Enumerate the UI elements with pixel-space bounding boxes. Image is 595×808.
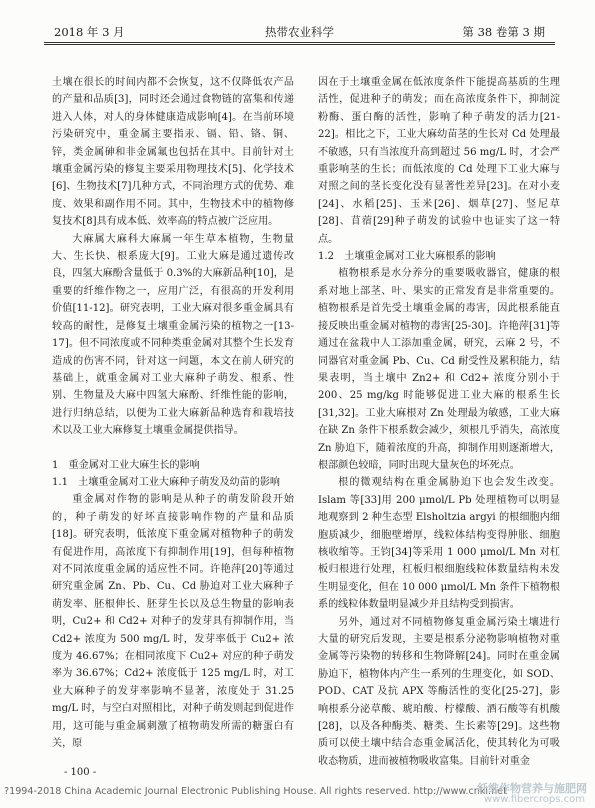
- watermark-url: www.fibercrops.com: [483, 794, 585, 805]
- right-paragraph-3: 根的微观结构在重金属胁迫下也会发生改变。Islam 等[33]用 200 μmol/L Pb 处理植物可以明显地观察到 2 种生态型 Elsholtzia argyi 的根细胞内细胞质减少，细胞壁增厚，线粒体结构变得肿胀、细胞核收缩等。王钧[34]等采用 1 000 μmol/L Mn 对杠板归根进行处理，杠板归根细胞线粒体数量结构未发生明显变化，但在 10 000 μmol/L Mn 条件下植物根系的线粒体数量明显减少并且结构受到损害。: [318, 477, 560, 611]
- page-number: - 100 -: [64, 767, 97, 778]
- section-gap: [52, 440, 294, 457]
- subsection-heading-1-2: 1.2 土壤重金属对工业大麻根系的影响: [318, 251, 496, 263]
- right-paragraph-1: 因在于土壤重金属在低浓度条件下能提高基质的生理活性，促进种子的萌发；而在高浓度条件下，抑制淀粉酶、蛋白酶的活性，影响了种子萌发的活力[21-22]。相比之下，工业大麻幼苗茎的生长对 Cd 处理最不敏感，只有当浓度升高到超过 56 mg/L 时，才会严重影响茎的生长；而低浓度的 Cd 处理下工业大麻与对照之间的茎长变化没有显著性差异[23]。在对小麦[24]、水稻[25]、玉米[26]、烟草[27]、竖尼草[28]、苜蓿[29]种子萌发的试验中也证实了这一特点。: [318, 77, 560, 245]
- left-column: [52, 74, 294, 752]
- header-rule-top: [44, 42, 555, 43]
- subsection-heading-1-1: 1.1 土壤重金属对工业大麻种子萌发及幼苗的影响: [52, 476, 281, 488]
- copyright-notice: ?1994-2018 China Academic Journal Electronic Publishing House. All rights reserved. http://www.cnki.net: [4, 786, 507, 797]
- footer: [0, 780, 595, 808]
- header-date: 2018 年 3 月: [54, 25, 125, 39]
- header-rule-bottom: [44, 44, 555, 45]
- left-paragraph-1: 土壤在很长的时间内都不会恢复，这不仅降低农产品的产量和品质[3]，同时还会通过食物链的富集和传递进入人体，对人的身体健康造成影响[4]。在当前环境污染研究中，重金属主要指汞、镉、铅、铬、铜、锌，类金属砷和非金属氟也包括在其中。目前针对土壤重金属污染的修复主要采用物理技术[5]、化学技术[6]、生物技术[7]几种方式，不同治理方式的优势、难度、效果和副作用不同。其中，生物技术中的植物修复技术[8]具有成本低、效率高的特点被广泛应用。: [52, 77, 294, 228]
- left-paragraph-3: 重金属对作物的影响是从种子的萌发阶段开始的，种子萌发的好坏直接影响作物的产量和品质[18]。研究表明，低浓度下重金属对植物种子的萌发有促进作用，高浓度下有抑制作用[19]，但每种植物对不同浓度重金属的适应性不同。许艳萍[20]等通过研究重金属 Zn、Pb、Cu、Cd 胁迫对工业大麻种子萌发率、胚根伸长、胚芽生长以及总生物量的影响表明，Cu2+ 和 Cd2+ 对种子的发芽具有抑制作用，当 Cd2+ 浓度为 500 mg/L 时，发芽率低于 Cu2+ 浓度为 46.67%；在相同浓度下 Cu2+ 对应的种子萌发率为 36.67%；Cd2+ 浓度低于 125 mg/L 时，对工业大麻种子的发芽率影响不显著，浓度处于 31.25 mg/L 时，与空白对照相比，对种子萌发则起到促进作用，这可能与重金属刺激了植物萌发所需的糖蛋白有关，原: [52, 494, 294, 750]
- right-paragraph-2: 植物根系是水分养分的重要吸收器官，健康的根系对地上部茎、叶、果实的正常发育是非常重要的。植物根系是首先受土壤重金属的毒害，因此根系能直接反映出重金属对植物的毒害[25-30]。许艳萍[31]等通过在盆栽中人工添加重金属，研究，云麻 2 号，不同器官对重金属 Pb、Cu、Cd 耐受性及累积能力，结果表明，当土壤中 Zn2+ 和 Cd2+ 浓度分别小于 200、25 mg/kg 时能够促进工业大麻的根系生长[31,32]。工业大麻根对 Zn 处理最为敏感，工业大麻在缺 Zn 条件下根系数会减少，须根几乎消失，高浓度 Zn 胁迫下，随着浓度的升高，抑制作用则逐渐增大，根部颜色较暗，同时出现大量灰色的坏死点。: [318, 268, 560, 471]
- right-column: [318, 74, 560, 770]
- watermark-logo-text: 纤维作物营养与施肥网: [477, 782, 587, 795]
- left-paragraph-2: 大麻属大麻科大麻属一年生草本植物，生物量大、生长快、根系庞大[9]。工业大麻是通过遗传改良，四氢大麻酚含量低于 0.3%的大麻新品种[10]，是重要的纤维作物之一，应用广泛，有很高的开发利用价值[11-12]。研究表明，工业大麻对很多重金属具有较高的耐性，是修复土壤重金属污染的植物之一[13-17]。但不同浓度或不同种类重金属对其整个生长发育造成的伤害不同，针对这一问题，本文在前人研究的基础上，就重金属对工业大麻种子萌发、根系、性别、生物量及大麻中四氢大麻酚、纤维性能的影响，进行归纳总结，以便为工业大麻新品种选育和栽培技术以及工业大麻修复土壤重金属提供指导。: [52, 233, 294, 437]
- right-paragraph-4: 另外，通过对不同植物修复重金属污染土壤进行大量的研究后发现，主要是根系分泌物影响植物对重金属等污染物的转移和生物降解[24]。同时在重金属胁迫下，植物体内产生一系列的生理变化，如 SOD、POD、CAT 及抗 APX 等酶活性的变化[25-27]，影响根系分泌草酸、琥珀酸、柠檬酸、酒石酸等有机酸[28]，以及各种酶类、糖类、生长素等[29]。这些物质可以使土壤中结合态重金属活化，使其转化为可吸收态物质，进而被植物吸收富集。目前针对重金: [318, 616, 560, 767]
- section-heading-1: 1 重金属对工业大麻生长的影响: [52, 459, 200, 471]
- header-journal-title: 热带农业科学: [265, 25, 334, 39]
- header-volume-issue: 第 38 卷第 3 期: [462, 25, 545, 39]
